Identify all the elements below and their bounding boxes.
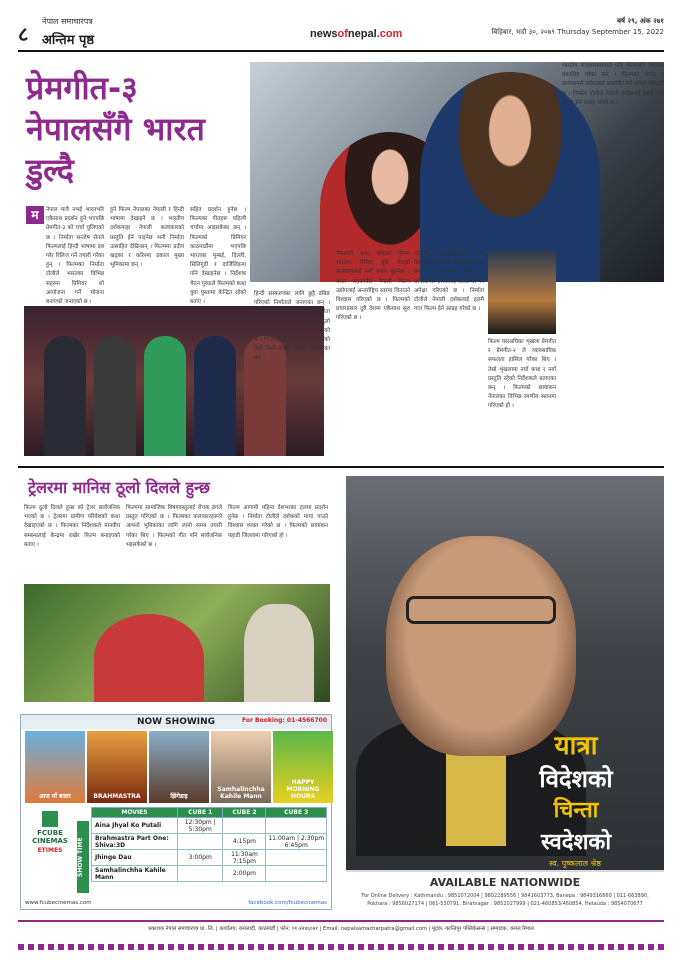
second-col-1: फिल्म ठूलो दिलले हुन्छ को ट्रेलर सार्वजनिक भएको छ । ट्रेलरमा ग्रामीण परिवेशको कथा देखाइएको छ । फिल्मका निर्देशकले मानवीय सम्बन्धलाई केन्द्रमा राखेर फिल्म बनाइएको बताए । [24, 505, 120, 548]
page-header [18, 12, 664, 52]
movie-name: Samhalinchha Kahile Mann [92, 866, 178, 882]
showtime-cell [178, 834, 223, 850]
movie-name: Brahmastra Part One: Shiva:3D [92, 834, 178, 850]
main-headline: प्रेमगीत-३ नेपालसँगै भारत डुल्दै [26, 69, 205, 189]
table-header-row [92, 808, 327, 818]
second-col-2: फिल्ममा सामाजिक विषयवस्तुलाई रोचक ढंगले प्रस्तुत गरिएको छ । फिल्मका कलाकारहरूले आफ्नो भूमिकाका लागि लामो समय तयारी गरेका थिए । फिल्मको गीत पनि सार्वजनिक भइसकेको छ । [126, 505, 222, 548]
showtime-cell: 3:00pm [178, 850, 223, 866]
showtime-cell: 4:15pm [223, 834, 266, 850]
movie-name: Aina Jhyal Ko Putali [92, 818, 178, 834]
book-author: स्व. पुष्कलाल श्रेष्ठ [549, 859, 601, 868]
showtime-cell: 11:00am | 2:30pm 6:45pm [266, 834, 327, 850]
book-advertisement [346, 476, 664, 912]
movie-poster[interactable]: झिंगेडाइ [149, 731, 209, 803]
section-divider [18, 466, 664, 468]
person-figure [144, 336, 186, 456]
ad-availability-bar [346, 870, 664, 912]
main-col-4: हिन्दी संस्करणका लागि छुट्टै डबिङ गरिएको निर्माताले जनाएका छन् । भारतीय वितरक कम्पनीसँग सम्झौता भइसकेको छ । फिल्मलाई ठूलो संख्यामा हलमा देखाउने योजना रहेको छ । फिल्मको ट्रेलर सार्वजनिक भएको केही दिनमै लाखौं दर्शकले हेरिसकेका छन् । [254, 291, 330, 362]
main-col-1: नेपाल मात्रै नभई भारतभरि एकैसाथ प्रदर्शन हुने भएपछि प्रेमगीत-३ को चर्चा चुलिएको छ । निर्माता सन्तोष सेनले फिल्मलाई हिन्दी भाषामा डब गरेर रिलिज गर्ने तयारी गरेका हुन् । फिल्मका निर्माता टोलीले भारतका विभिन्न सहरमा प्रिमियर शो आयोजना गर्ने योजना बनाएको जनाएको छ । [46, 207, 104, 306]
col-header: MOVIES [92, 808, 178, 818]
booking-phone: For Booking: 01-4566700 [241, 717, 327, 724]
paper-name: नेपाल समाचारपत्र [42, 17, 93, 26]
now-showing-title: NOW SHOWING [21, 715, 331, 729]
person-figure [94, 336, 136, 456]
footer-pattern [18, 944, 664, 950]
second-headline: ट्रेलरमा मानिस ठूलो दिलले हुन्छ [28, 478, 210, 497]
movie-poster[interactable]: BRAHMASTRA [87, 731, 147, 803]
imprint-text: प्रकाशक नेपाल समाचारपत्र प्रा. लि. | कार्यालय: कमलादी, काठमाडौं | फोन: ०१-४२४६०७१ | Email: nepalsamacharpatra@gmail.com | मुद्रक: कान्तिपुर पब्लिकेसन्स | सम्पादक: कमल रिमाल [148, 926, 534, 932]
film-poster-small [488, 250, 556, 334]
logo-name: nepal [347, 28, 377, 40]
main-col-2: हुने फिल्म नेपालका नेपाली र हिन्दी भाषामा देखाइने छ । भारतीय दर्शकमाझ नेपाली कलाकारको प्रस्तुति हेर्न पाइनेछ भनी निर्माता उत्साहित देखिन्छन् । फिल्ममा प्रदीप खड्का र करिश्मा ढकाल मुख्य भूमिकामा छन् । [110, 207, 184, 269]
woman-figure [94, 614, 204, 702]
showtime-cell: 11:30am 7:15pm [223, 850, 266, 866]
book-title-line-1: यात्रा [554, 731, 598, 761]
book-title-line-2: विदेशको [539, 765, 613, 793]
date-line: बिहिबार, भदौ ३०, २०७९ Thursday September 15, 2022 [491, 28, 664, 36]
showtime-cell [266, 818, 327, 834]
showtime-table [91, 807, 327, 882]
col-header: CUBE 2 [223, 808, 266, 818]
showtime-cell: 12:30pm | 5:30pm [178, 818, 223, 834]
main-col-7a: फिल्म यसअघिका शृंखला प्रेमगीत र प्रेमगीत-२ ले व्यावसायिक सफलता हासिल गरेका थिए । तेस्रो शृंखलामा नयाँ कथा र नयाँ प्रस्तुति रहेको निर्देशकले बताएका छन् । फिल्मको छायांकन नेपालका विभिन्न रमणीय स्थानमा गरिएको हो । [488, 339, 556, 410]
showtime-cell [266, 866, 327, 882]
glasses-icon [406, 596, 556, 624]
logo-prefix: news [310, 28, 338, 40]
fcube-logo: FCUBE CINEMAS [25, 811, 75, 841]
person-figure [44, 336, 86, 456]
delivery-contacts: For Online Delivery : Kathmandu : 9851072004 | 9802289556 | 9841603773, Banepa : 9849316660 | 011-663890, Pokhara : 9856027174 | 061-530791, Biratnagar : 9852027999 | 021-460853/460854, Hetauda : 9854070677 [361, 893, 649, 907]
section-name: अन्तिम पृष्ठ [42, 33, 95, 48]
page-footer [18, 920, 664, 942]
movie-poster[interactable]: आज माँ बजार [25, 731, 85, 803]
show-time-label: SHOW TIME [77, 821, 89, 893]
man-figure [244, 604, 314, 702]
showtime-cell [266, 850, 327, 866]
showtime-cell: 2:00pm [223, 866, 266, 882]
availability-label: AVAILABLE NATIONWIDE [429, 876, 581, 889]
person-figure [194, 336, 236, 456]
movie-poster[interactable]: Samhalinchha Kahile Mann [211, 731, 271, 803]
movie-name: Jhinge Dau [92, 850, 178, 866]
table-row [92, 866, 327, 882]
main-col-3: सहित प्रदर्शन हुनेछ । फिल्मका गीतहरू पहिल्यै चर्चामा आइसकेका छन् । फिल्मको प्रिमियर काठमाडौंमा भएपछि भारतका मुम्बई, दिल्ली, सिलिगुडी र दार्जिलिङमा पनि देखाइनेछ । निर्देशक चेतन गुरुङले फिल्मको कथा युवा पुस्तामा केन्द्रित रहेको बताए । [190, 207, 246, 306]
dropcap: म [26, 206, 44, 224]
cinema-facebook-link[interactable]: facebook.com/fcubecinemas [248, 900, 327, 906]
cinema-website-link[interactable]: www.fcubecinemas.com [25, 900, 92, 906]
second-col-3: फिल्म आगामी महिना देशभरका हलमा प्रदर्शन हुनेछ । निर्माता टोलीले दर्शकको माया पाउने विश्वास व्यक्त गरेको छ । फिल्मको छायांकन पहाडी जिल्लामा गरिएको हो । [228, 505, 328, 539]
fcube-icon [42, 811, 58, 827]
issue-line: बर्ष २९, अंक २७१ [617, 17, 664, 25]
table-row [92, 850, 327, 866]
movie-poster[interactable]: HAPPY MORNING HOURS [273, 731, 333, 803]
logo-of: of [337, 28, 348, 40]
book-title-line-4: स्वदेशको [540, 830, 612, 855]
etimes-logo: ETIMES [37, 847, 63, 854]
col-header: CUBE 3 [266, 808, 327, 818]
logo-suffix: .com [376, 28, 403, 40]
main-col-7: भारतीय सञ्चारमाध्यमले पनि फिल्मबारे समाचार प्रकाशित गरेका छन् । फिल्मको संगीत र छायांकनले दर्शकलाई आकर्षित गर्ने अपेक्षा गरिएको छ । निर्माता टोलीले नेपाली दर्शकलाई हलमै गएर फिल्म हेर्न आग्रह गरेको छ । [562, 63, 664, 106]
site-logo[interactable] [310, 28, 402, 40]
author-portrait [386, 536, 576, 756]
book-title-line-3: चिन्ता [553, 798, 599, 823]
date-block [491, 16, 664, 38]
showtime-cell [223, 818, 266, 834]
trailer-photo [24, 584, 330, 702]
main-col-5: नेपालको कथा बोकेको फिल्म भारतमा रिलिज हुँदा नेपाली कलाकारलाई नयाँ बजार खुल्नेछ । यस्ता सहकार्यले नेपाली फिल्म उद्योगलाई अन्तर्राष्ट्रिय स्तरमा चिनाउने विश्वास गरिएको छ । फिल्मको प्रचारप्रसार दुवै देशमा एकैसाथ सुरु गरिएको छ । [336, 251, 410, 322]
cinema-schedule-ad [20, 714, 332, 910]
showtime-cell [178, 866, 223, 882]
page-number: ८ [18, 22, 29, 46]
main-col-6: भारतीय सञ्चारमाध्यमले पनि फिल्मबारे समाचार प्रकाशित गरेका छन् । फिल्मको संगीत र छायांकनले दर्शकलाई आकर्षित गर्ने अपेक्षा गरिएको छ । निर्माता टोलीले नेपाली दर्शकलाई हलमै गएर फिल्म हेर्न आग्रह गरेको छ । [414, 251, 484, 313]
table-row [92, 818, 327, 834]
table-row [92, 834, 327, 850]
col-header: CUBE 1 [178, 808, 223, 818]
